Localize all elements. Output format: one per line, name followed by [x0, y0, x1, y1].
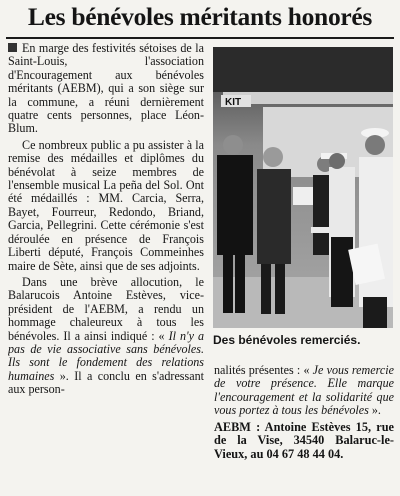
paragraph-speech — [8, 276, 204, 397]
article-column-left — [8, 42, 204, 494]
paragraph-ceremony: Ce nombreux public a pu assister à la remise des médailles et diplômes du bénévolat à seize membres de l'ensemble musical La peña del Sol. Ont été médaillés : MM. Carcia, Serra, Bayet, Fourreur, Redondo, Briand, Garcia, Pellegrini. Cette cérémonie s'est déroulée en présence de François Liberti député, François Commeinhes maire de Sète, ainsi que de ses adjoints. — [8, 137, 204, 273]
bullet-square-icon — [8, 43, 17, 52]
paragraph-continuation — [214, 364, 394, 418]
speech-lead: Dans une brève allocution, le Balarucois Antoine Estèves, vice-président de l'AEBM, a rendu un hommage chaleureux à tous les bénévoles. Il a ainsi indiqué : « — [8, 274, 204, 343]
photo-caption: Des bénévoles remerciés. — [213, 333, 361, 347]
paragraph-intro — [8, 42, 204, 136]
speech-quote: Il n'y a pas de vie associative sans bénévoles. Ils sont le fondement des relations humaines — [8, 328, 204, 383]
banner-text: KIT — [225, 97, 242, 108]
contact-info: AEBM : Antoine Estèves 15, rue de la Vise, 34540 Balaruc-le-Vieux, au 04 67 48 44 04. — [214, 419, 394, 461]
speech-tail: ». Il a conclu en s'adressant aux person- — [8, 368, 204, 397]
ceremony-photo — [213, 47, 393, 328]
ceremony-photo-illustration — [213, 47, 393, 328]
article-column-right — [214, 364, 394, 494]
paragraph-intro-text: En marge des festivités sétoises de la Saint-Louis, l'association d'Encouragement aux bénévoles méritants (AEBM), qui a son siège sur la commune, a réuni dernièrement quatre cents personnes, place Léon-Blum. — [8, 42, 204, 136]
continuation-tail: ». — [368, 403, 381, 418]
continuation-lead: nalités présentes : « — [214, 364, 313, 377]
article-headline: Les bénévoles méritants honorés — [27, 2, 373, 31]
headline-rule — [6, 37, 394, 39]
continuation-quote: Je vous remercie de votre présence. Elle marque l'encouragement et la solidarité que vous portez à tous les bénévoles — [214, 364, 394, 418]
